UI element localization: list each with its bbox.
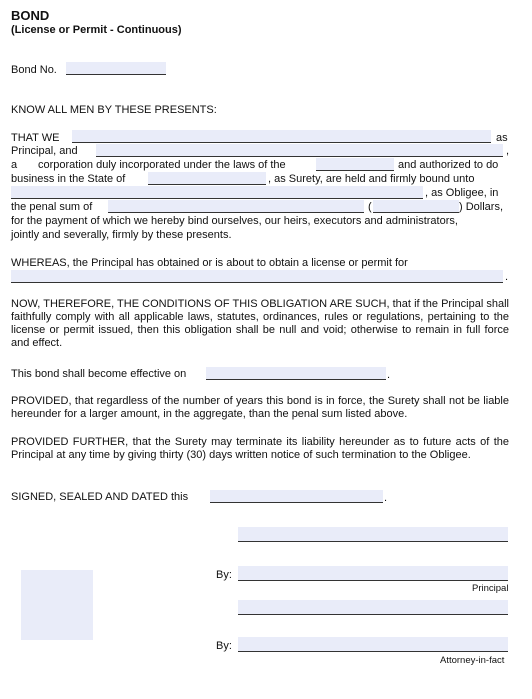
- license-permit-field[interactable]: [11, 270, 503, 283]
- signed-label: SIGNED, SEALED AND DATED this: [11, 491, 189, 503]
- effective-label: This bond shall become effective on: [11, 368, 187, 380]
- penal-sum-label: the penal sum of: [11, 201, 93, 213]
- as-surety-text: , as Surety, are held and firmly bound unto: [268, 173, 475, 185]
- period-text: .: [505, 271, 509, 283]
- paren-open-text: (: [368, 201, 372, 213]
- payment-text-line1: for the payment of which we hereby bind ourselves, our heirs, executors and administrators,: [11, 215, 458, 227]
- as-text: as: [496, 132, 508, 144]
- attorney-name-field[interactable]: [238, 600, 508, 615]
- know-all-heading: KNOW ALL MEN BY THESE PRESENTS:: [11, 104, 217, 116]
- obligee-field[interactable]: [11, 186, 423, 199]
- by-attorney-label: By:: [216, 640, 232, 652]
- principal-signature-field[interactable]: [238, 566, 508, 581]
- comma-text: ,: [506, 145, 510, 157]
- authorized-text: and authorized to do: [398, 159, 499, 171]
- that-we-label: THAT WE: [11, 132, 60, 144]
- surety-name-field[interactable]: [96, 144, 503, 157]
- business-state-text: business in the State of: [11, 173, 126, 185]
- provided-clause: PROVIDED, that regardless of the number of years this bond is in force, the Surety shall not be liable hereunder for a larger amount, in the aggregate, than the penal sum listed above.: [11, 395, 509, 420]
- attorney-signature-field[interactable]: [238, 637, 508, 652]
- penal-sum-words-field[interactable]: [108, 200, 364, 213]
- effective-period: .: [387, 369, 391, 381]
- principal-name-sign-field[interactable]: [238, 527, 508, 542]
- as-obligee-text: , as Obligee, in: [425, 187, 499, 199]
- now-therefore-clause: NOW, THEREFORE, THE CONDITIONS OF THIS OBLIGATION ARE SUCH, that if the Principal shall faithfully comply with all applicable laws, statutes, ordinances, rules or regulations, pertaining to the license or permit issued, then this obligation shall be null and void; otherwise to remain in full force and effect.: [11, 298, 509, 349]
- principal-caption: Principal: [472, 583, 509, 594]
- dollars-text: ) Dollars,: [459, 201, 504, 213]
- signed-period: .: [384, 492, 388, 504]
- signed-date-field[interactable]: [210, 490, 383, 503]
- whereas-clause: WHEREAS, the Principal has obtained or is about to obtain a license or permit for: [11, 257, 408, 269]
- penal-sum-amount-field[interactable]: [373, 200, 459, 213]
- corporation-text: corporation duly incorporated under the laws of the: [38, 159, 286, 171]
- incorporation-state-field[interactable]: [316, 158, 394, 171]
- effective-date-field[interactable]: [206, 367, 386, 380]
- bond-no-label: Bond No.: [11, 64, 57, 76]
- provided-further-clause: PROVIDED FURTHER, that the Surety may terminate its liability hereunder as to future acts of the Principal at any time by giving thirty (30) days written notice of such termination to the Obligee.: [11, 436, 509, 461]
- by-principal-label: By:: [216, 569, 232, 581]
- principal-and-text: Principal, and: [11, 145, 78, 157]
- document-title: BOND: [11, 8, 50, 23]
- payment-text-line2: jointly and severally, firmly by these presents.: [11, 229, 232, 241]
- bond-no-field[interactable]: [66, 62, 166, 75]
- attorney-caption: Attorney-in-fact: [440, 655, 505, 666]
- business-state-field[interactable]: [148, 172, 266, 185]
- document-subtitle: (License or Permit - Continuous): [11, 24, 182, 36]
- principal-name-field[interactable]: [72, 130, 491, 143]
- seal-box[interactable]: [21, 570, 93, 640]
- a-text: a: [11, 159, 18, 171]
